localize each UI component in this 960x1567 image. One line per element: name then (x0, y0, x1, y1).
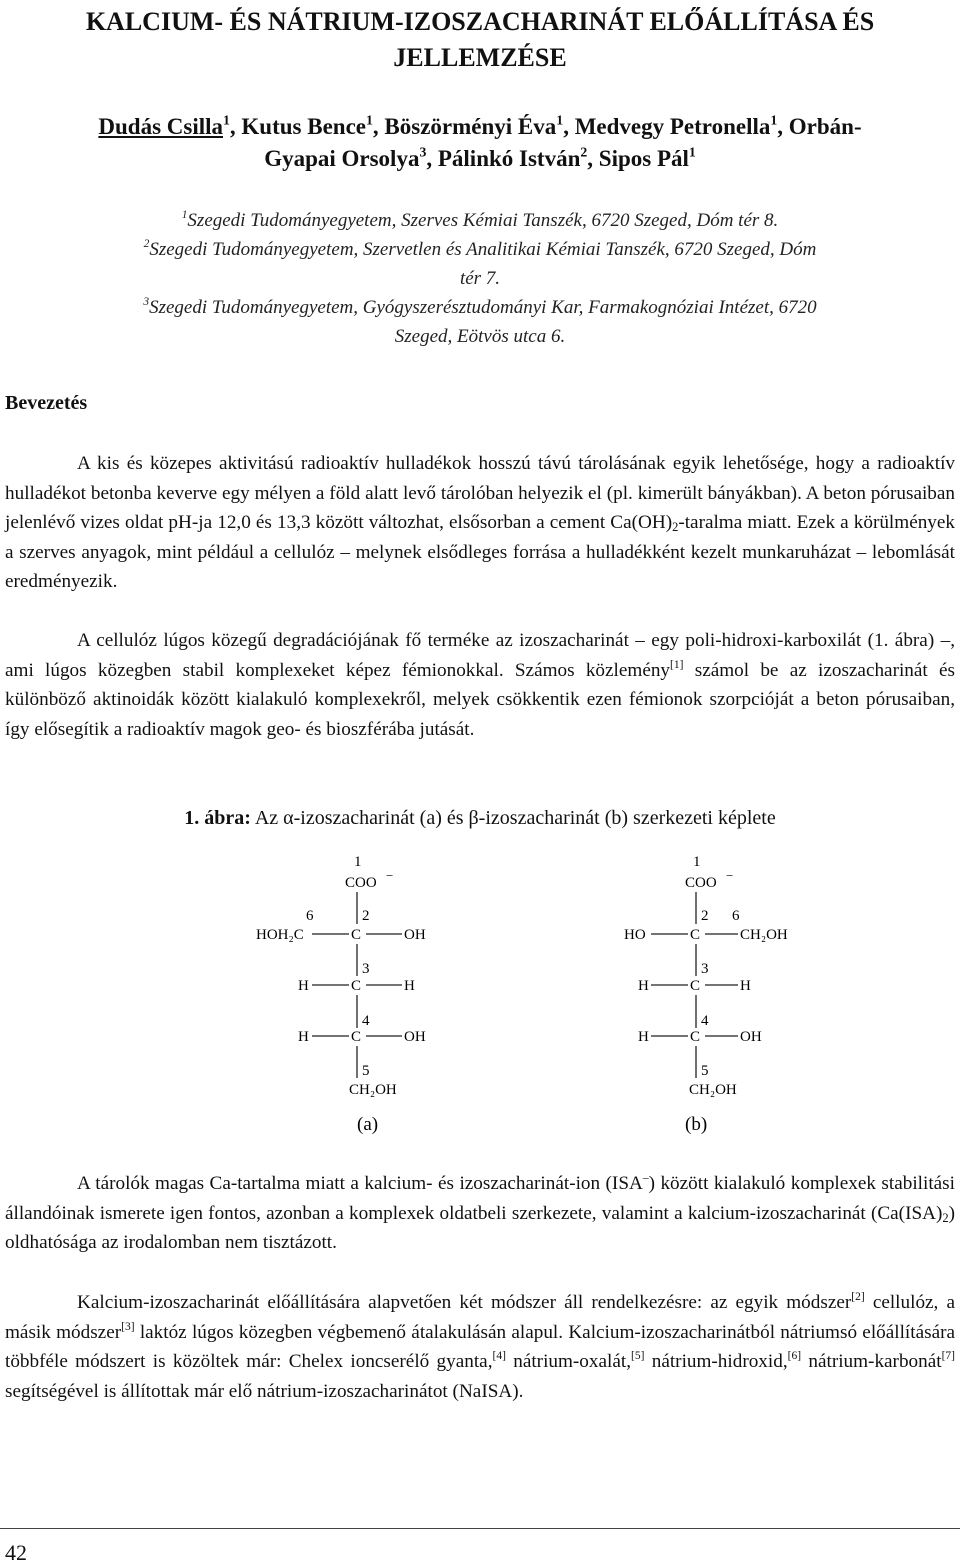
paragraph-text: A tárolók magas Ca-tartalma miatt a kalcium- és izoszacharinát-ion (ISA (77, 1173, 643, 1194)
hydroxymethyl-group: CH₂OH (740, 927, 788, 943)
carbon-atom: C (690, 1029, 701, 1045)
paragraph-text: A cellulóz lúgos közegű degradációjának fő terméke az izoszacharinát – egy poli-hidroxi-karboxilát (1. ábra) –, ami lúgos közegben stabil komplexeket képez fémionokkal. Számos közlemény (5, 630, 955, 681)
paragraph-text: számol be az izoszacharinát és különböző aktinoidák között kialakuló komplexekről, melyek csökkentik ezen fémionok szorpcióját a beton pórusaiban, így elősegítik a radioaktív magok geo- és bioszférába jutását. (5, 659, 955, 740)
author-line-1 (0, 111, 960, 143)
hydrogen-atom: H (638, 1029, 649, 1045)
carbon-number-6: 6 (306, 908, 314, 924)
author-sup: 1 (770, 112, 778, 128)
paragraph-text: Kalcium-izoszacharinát előállítására alapvetően két módszer áll rendelkezésre: az egyik módszer (77, 1292, 852, 1313)
title-line-1: KALCIUM- ÉS NÁTRIUM-IZOSZACHARINÁT ELŐÁLLÍTÁSA ÉS (85, 7, 875, 36)
hydrogen-atom: H (404, 978, 415, 994)
author-sup: 2 (580, 144, 588, 160)
author-name: , Sipos Pál (587, 146, 689, 171)
paper-title (0, 4, 960, 76)
carbon-number-5: 5 (362, 1063, 370, 1079)
figure-caption-label: 1. ábra: (184, 807, 251, 829)
affiliation-2 (10, 235, 950, 264)
hydrogen-atom: H (298, 978, 309, 994)
affiliation-3 (10, 293, 950, 322)
structure-figure (0, 840, 960, 1140)
intro-paragraph-2 (5, 626, 955, 744)
author-name: , Medvegy Petronella (563, 114, 771, 139)
hydroxymethyl-group: HOH₂C (256, 927, 304, 943)
paragraph-text: laktóz lúgos közegben végbemenő átalakulásán alapul. Kalcium-izoszacharinátból nátriumsó előállítására többféle módszert is közöltek már: Chelex ioncserélő gyanta, (5, 1321, 955, 1373)
superscript: – (642, 1171, 649, 1184)
carbon-number-4: 4 (701, 1013, 709, 1029)
paragraph-text: A kis és közepes aktivitású radioaktív hulladékok hosszú távú tárolásának egyik lehetősége, hogy a radioaktív hulladékot betonba keverve egy mélyen a föld alatt levő tárolóban helyezik el (pl. kimerült bányákban). A beton pórusaiban jelenlévő vizes oldat pH-ja 12,0 és 13,3 között változhat, elsősorban a cement Ca(OH) (5, 453, 955, 534)
structure-label-b: (b) (685, 1114, 708, 1135)
carbon-atom: C (351, 927, 362, 943)
citation-ref: [7] (941, 1350, 956, 1363)
paragraph-text: -taralma miatt. Ezek a körülmények a szerves anyagok, mint például a cellulóz – melynek elsődleges forrása a hulladékként kezelt munkaruházat – lebomlását eredményezik. (5, 512, 956, 593)
subscript: 2 (942, 1210, 949, 1225)
figure-caption (0, 807, 960, 830)
carbon-number-5: 5 (701, 1063, 709, 1079)
body-paragraph-2 (5, 1288, 955, 1406)
carbon-number-2: 2 (362, 908, 370, 924)
author-sup: 3 (419, 144, 427, 160)
author-name: , Böszörményi Éva (372, 114, 557, 139)
paragraph-text: cellulóz, a másik módszer (5, 1292, 955, 1343)
author-sup: 1 (688, 144, 696, 160)
section-heading: Bevezetés (5, 392, 88, 414)
affiliation-number: 1 (181, 209, 188, 222)
citation-ref: [3] (121, 1320, 135, 1333)
carbon-number-6: 6 (732, 908, 740, 924)
intro-paragraph-1 (5, 449, 955, 597)
hydrogen-atom: H (638, 978, 649, 994)
carbon-number-3: 3 (701, 961, 709, 977)
structure-label-a: (a) (357, 1114, 379, 1135)
carbon-atom: C (690, 978, 701, 994)
structure-a (256, 854, 426, 1135)
author-list (0, 111, 960, 175)
affiliation-text: Szegedi Tudományegyetem, Szerves Kémiai Tanszék, 6720 Szeged, Dóm tér 8. (187, 210, 779, 231)
title-line-2: JELLEMZÉSE (393, 43, 567, 72)
author-name: Gyapai Orsolya (264, 146, 420, 171)
affiliation-text: Szegedi Tudományegyetem, Szervetlen és Analitikai Kémiai Tanszék, 6720 Szeged, Dóm (149, 239, 817, 260)
affiliation-3-cont: Szeged, Eötvös utca 6. (394, 326, 566, 347)
hydroxymethyl-group: CH₂OH (349, 1082, 397, 1098)
first-author: Dudás Csilla (98, 114, 224, 139)
hydroxyl-group: OH (404, 927, 426, 943)
carbon-number-1: 1 (693, 854, 701, 870)
affiliations (10, 206, 950, 351)
structure-b (624, 854, 788, 1135)
citation-ref: [4] (492, 1350, 506, 1363)
carbon-number-2: 2 (701, 908, 709, 924)
charge: − (726, 868, 734, 883)
author-name: , Kutus Bence (229, 114, 367, 139)
footer-divider (0, 1528, 960, 1529)
hydrogen-atom: H (298, 1029, 309, 1045)
author-name: , Orbán- (777, 114, 862, 139)
affiliation-1 (10, 206, 950, 235)
page-number: 42 (5, 1540, 27, 1565)
paragraph-text: ) oldhatósága az irodalomban nem tisztázott. (5, 1202, 955, 1254)
hydroxyl-group: OH (404, 1029, 426, 1045)
paragraph-text: ) között kialakuló komplexek stabilitási állandóinak ismerete igen fontos, azonban a komplexek oldatbeli szerkezete, valamint a kalcium-izoszacharinát (Ca(ISA) (5, 1173, 955, 1224)
hydrogen-atom: H (740, 978, 751, 994)
author-sup: 1 (556, 112, 564, 128)
hydroxyl-group: OH (740, 1029, 762, 1045)
citation-ref: [1] (670, 658, 684, 671)
author-line-2 (0, 143, 960, 175)
body-paragraph-1 (5, 1169, 955, 1258)
carbon-number-3: 3 (362, 961, 370, 977)
carboxylate-group: COO (345, 875, 377, 891)
carboxylate-group: COO (685, 875, 717, 891)
paragraph-text: nátrium-karbonát (801, 1351, 942, 1373)
paragraph-text: nátrium-oxalát, (505, 1351, 631, 1373)
citation-ref: [5] (631, 1350, 645, 1363)
affiliation-number: 2 (143, 238, 150, 251)
author-sup: 1 (223, 112, 230, 128)
author-sup: 1 (366, 112, 373, 128)
paragraph-text: segítségével is állítottak már elő nátrium-izoszacharinátot (NaISA). (5, 1380, 524, 1402)
carbon-number-4: 4 (362, 1013, 370, 1029)
author-name: , Pálinkó István (426, 146, 581, 171)
affiliation-2-cont: tér 7. (459, 268, 501, 289)
carbon-atom: C (351, 1029, 362, 1045)
paragraph-text: nátrium-hidroxid, (644, 1351, 788, 1373)
carbon-atom: C (351, 978, 362, 994)
charge: − (386, 868, 394, 883)
hydroxymethyl-group: CH₂OH (689, 1082, 737, 1098)
carbon-number-1: 1 (354, 854, 362, 870)
citation-ref: [2] (851, 1290, 865, 1303)
subscript: 2 (672, 520, 679, 535)
hydroxyl-group: HO (624, 927, 646, 943)
carbon-atom: C (690, 927, 701, 943)
citation-ref: [6] (787, 1350, 802, 1363)
affiliation-number: 3 (143, 296, 150, 309)
affiliation-text: Szegedi Tudományegyetem, Gyógyszerésztudományi Kar, Farmakognóziai Intézet, 6720 (149, 297, 817, 318)
figure-caption-text: Az α-izoszacharinát (a) és β-izoszacharinát (b) szerkezeti képlete (250, 807, 776, 829)
